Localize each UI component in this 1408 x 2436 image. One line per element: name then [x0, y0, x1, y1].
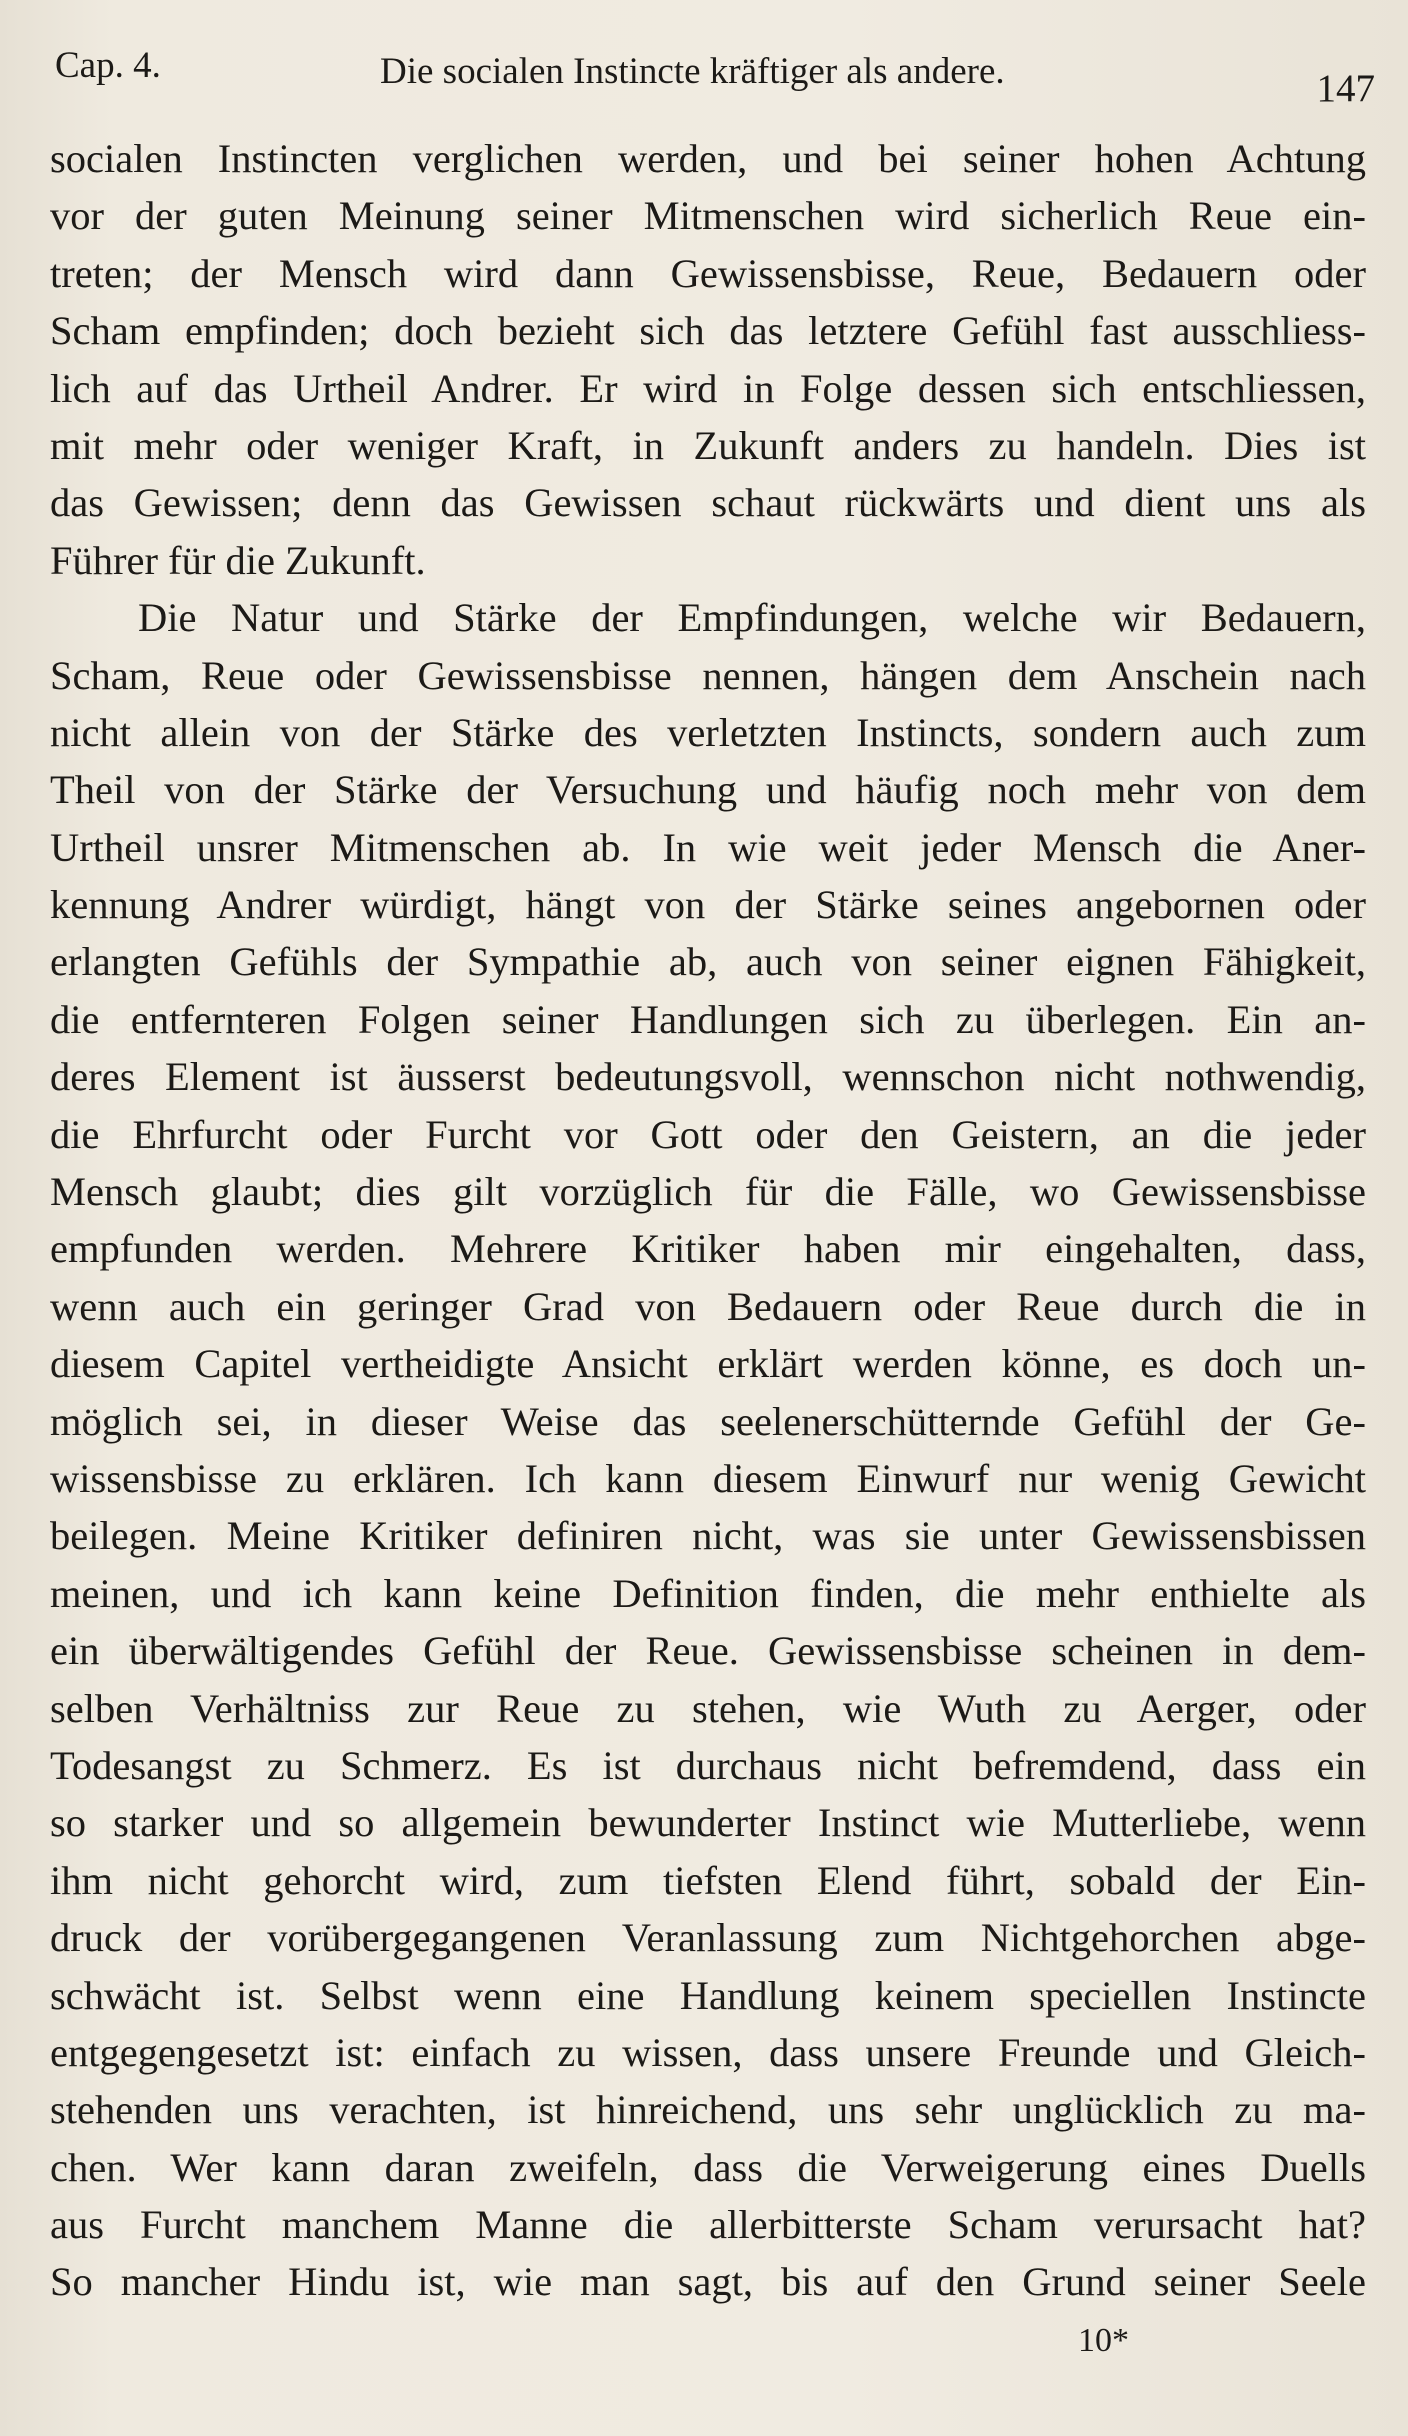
text-line: wenn auch ein geringer Grad von Bedauern oder Reue durch die in	[50, 1283, 1366, 1329]
text-line: treten; der Mensch wird dann Gewissensbisse, Reue, Bedauern oder	[50, 250, 1366, 296]
chapter-label: Cap. 4.	[55, 45, 161, 86]
text-line: die entfernteren Folgen seiner Handlungen sich zu überlegen. Ein an-	[50, 996, 1366, 1042]
text-line: ihm nicht gehorcht wird, zum tiefsten Elend führt, sobald der Ein-	[50, 1857, 1366, 1903]
text-line: erlangten Gefühls der Sympathie ab, auch von seiner eignen Fähigkeit,	[50, 939, 1366, 985]
text-line: vor der guten Meinung seiner Mitmenschen wird sicherlich Reue ein-	[50, 193, 1366, 239]
text-line: meinen, und ich kann keine Definition finden, die mehr enthielte als	[50, 1570, 1366, 1616]
printer-signature: 10*	[1078, 2322, 1129, 2359]
text-line: Scham, Reue oder Gewissensbisse nennen, hängen dem Anschein nach	[50, 652, 1366, 698]
text-line: deres Element ist äusserst bedeutungsvoll, wennschon nicht nothwendig,	[50, 1054, 1366, 1100]
text-line: möglich sei, in dieser Weise das seelenerschütternde Gefühl der Ge-	[50, 1398, 1366, 1444]
text-line: Todesangst zu Schmerz. Es ist durchaus nicht befremdend, dass ein	[50, 1742, 1366, 1788]
text-line: empfunden werden. Mehrere Kritiker haben mir eingehalten, dass,	[50, 1226, 1366, 1272]
running-head	[55, 30, 1375, 110]
text-line: Mensch glaubt; dies gilt vorzüglich für die Fälle, wo Gewissensbisse	[50, 1169, 1366, 1215]
text-line: mit mehr oder weniger Kraft, in Zukunft anders zu handeln. Dies ist	[50, 422, 1366, 468]
text-line: Theil von der Stärke der Versuchung und häufig noch mehr von dem	[50, 767, 1366, 813]
text-line: stehenden uns verachten, ist hinreichend, uns sehr unglücklich zu ma-	[50, 2087, 1366, 2133]
text-line: druck der vorübergegangenen Veranlassung zum Nichtgehorchen abge-	[50, 1915, 1366, 1961]
text-line: nicht allein von der Stärke des verletzten Instincts, sondern auch zum	[50, 709, 1366, 755]
page-number: 147	[1316, 67, 1375, 110]
text-line: So mancher Hindu ist, wie man sagt, bis auf den Grund seiner Seele	[50, 2259, 1366, 2305]
text-line: selben Verhältniss zur Reue zu stehen, wie Wuth zu Aerger, oder	[50, 1685, 1366, 1731]
text-line: Führer für die Zukunft.	[50, 537, 426, 583]
text-line: aus Furcht manchem Manne die allerbitterste Scham verursacht hat?	[50, 2202, 1366, 2248]
text-line: socialen Instincten verglichen werden, und bei seiner hohen Achtung	[50, 136, 1366, 181]
text-line: wissensbisse zu erklären. Ich kann diesem Einwurf nur wenig Gewicht	[50, 1455, 1366, 1501]
text-line: das Gewissen; denn das Gewissen schaut rückwärts und dient uns als	[50, 480, 1366, 526]
text-line: Scham empfinden; doch bezieht sich das letztere Gefühl fast ausschliess-	[50, 308, 1366, 354]
running-title: Die socialen Instincte kräftiger als andere.	[380, 51, 1005, 92]
text-line: Urtheil unsrer Mitmenschen ab. In wie weit jeder Mensch die Aner-	[50, 824, 1366, 870]
text-line: chen. Wer kann daran zweifeln, dass die Verweigerung eines Duells	[50, 2144, 1366, 2190]
text-line: ein überwältigendes Gefühl der Reue. Gewissensbisse scheinen in dem-	[50, 1628, 1366, 1674]
body-text	[50, 130, 1366, 2311]
text-line: diesem Capitel vertheidigte Ansicht erklärt werden könne, es doch un-	[50, 1341, 1366, 1387]
text-line: entgegengesetzt ist: einfach zu wissen, dass unsere Freunde und Gleich-	[50, 2029, 1366, 2075]
text-line: schwächt ist. Selbst wenn eine Handlung keinem speciellen Instincte	[50, 1972, 1366, 2018]
text-line: beilegen. Meine Kritiker definiren nicht, was sie unter Gewissensbissen	[50, 1513, 1366, 1559]
text-line: kennung Andrer würdigt, hängt von der Stärke seines angebornen oder	[50, 882, 1366, 928]
text-line: lich auf das Urtheil Andrer. Er wird in Folge dessen sich entschliessen,	[50, 365, 1366, 411]
text-line: so starker und so allgemein bewunderter Instinct wie Mutterliebe, wenn	[50, 1800, 1366, 1846]
paragraph-first-line: Die Natur und Stärke der Empfindungen, welche wir Bedauern,	[138, 595, 1366, 641]
text-line: die Ehrfurcht oder Furcht vor Gott oder den Geistern, an die jeder	[50, 1111, 1366, 1157]
